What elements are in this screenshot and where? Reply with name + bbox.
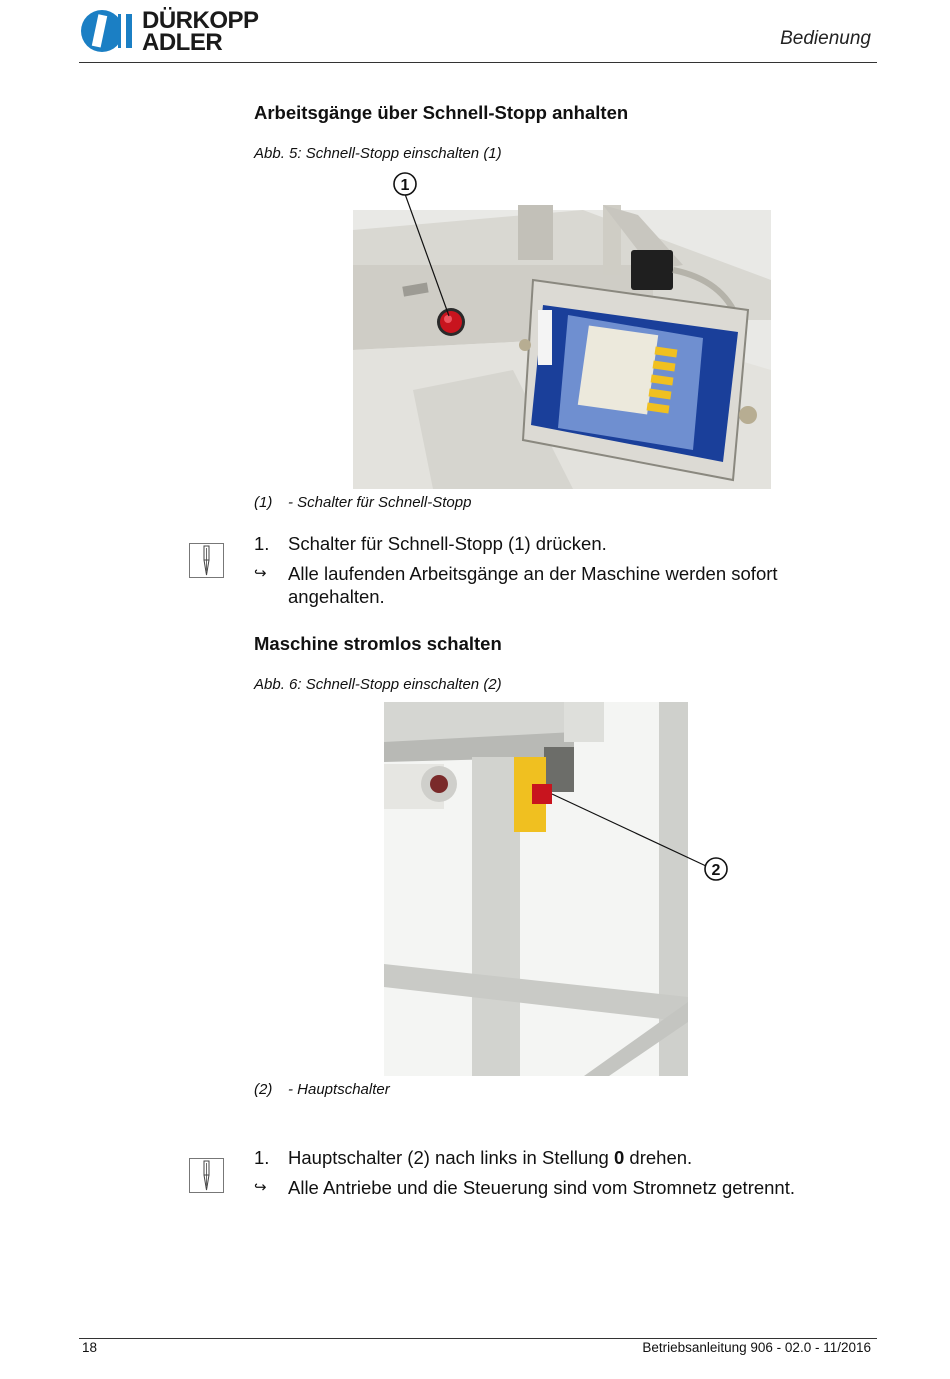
logo-text-line2: ADLER xyxy=(142,29,223,56)
result-arrow-icon: ↪ xyxy=(254,565,267,582)
legend-number: (2) xyxy=(254,1081,273,1098)
header-divider xyxy=(79,62,877,63)
machine-control-panel-illustration xyxy=(353,170,771,489)
legend-text: - Hauptschalter xyxy=(288,1081,390,1098)
legend-number: (1) xyxy=(254,494,273,511)
figure6-caption: Abb. 6: Schnell-Stopp einschalten (2) xyxy=(254,676,502,693)
step-number: 1. xyxy=(254,533,270,554)
logo-text-line1: DÜRKOPP xyxy=(142,7,259,34)
instruction-step-1 xyxy=(254,532,854,555)
result-text: Alle Antriebe und die Steuerung sind vom Stromnetz getrennt. xyxy=(288,1177,795,1198)
step-text xyxy=(288,1146,854,1169)
callout-2-label: 2 xyxy=(711,862,721,879)
legend-text: - Schalter für Schnell-Stopp xyxy=(288,494,472,511)
step-text: Schalter für Schnell-Stopp (1) drücken. xyxy=(288,533,607,554)
section1-heading: Arbeitsgänge über Schnell-Stopp anhalten xyxy=(254,102,629,123)
page-number: 18 xyxy=(82,1340,98,1355)
needle-instruction-icon xyxy=(189,543,224,578)
figure6-legend xyxy=(254,1081,390,1098)
figure6-photo xyxy=(384,702,730,1076)
result-arrow-icon: ↪ xyxy=(254,1179,267,1196)
document-reference: Betriebsanleitung 906 - 02.0 - 11/2016 xyxy=(642,1340,871,1355)
section-title: Bedienung xyxy=(780,28,871,49)
result-text: Alle laufenden Arbeitsgänge an der Maschine werden sofort angehalten. xyxy=(288,563,778,607)
footer-divider xyxy=(79,1338,877,1339)
callout-1-label: 1 xyxy=(400,177,410,194)
figure5-photo xyxy=(353,170,771,489)
step-number: 1. xyxy=(254,1147,270,1168)
step-text-before: Hauptschalter (2) nach links in Stellung xyxy=(288,1147,614,1168)
step-text-after: drehen. xyxy=(624,1147,693,1168)
logo-mark-icon xyxy=(80,8,136,54)
switch-position-value: 0 xyxy=(613,1147,625,1168)
section2-heading: Maschine stromlos schalten xyxy=(254,633,502,654)
figure5-caption: Abb. 5: Schnell-Stopp einschalten (1) xyxy=(254,145,502,162)
machine-main-switch-illustration xyxy=(384,702,730,1076)
instruction-result xyxy=(254,1176,854,1199)
instruction-step-2 xyxy=(254,1146,854,1169)
instruction-result xyxy=(254,562,854,608)
figure5-legend xyxy=(254,494,471,511)
needle-instruction-icon xyxy=(189,1158,224,1193)
brand-logo xyxy=(80,8,280,54)
